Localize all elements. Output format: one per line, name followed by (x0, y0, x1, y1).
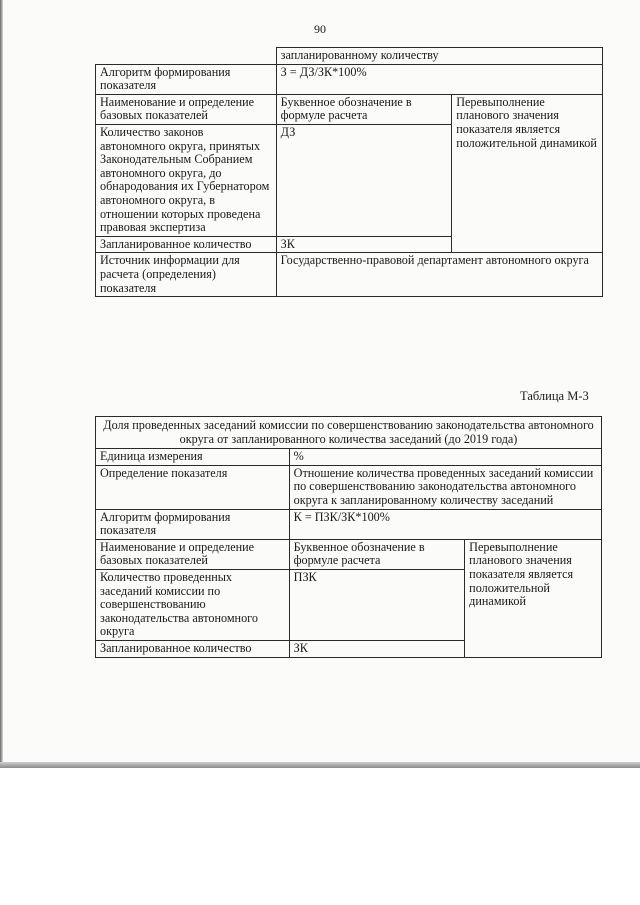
table-row (96, 94, 603, 124)
unit-label: Единица измерения (96, 449, 290, 466)
base-indicator-name: Запланированное количество (96, 236, 277, 253)
table-row (96, 449, 602, 466)
scan-left-edge (0, 0, 3, 768)
algorithm-formula: К = ПЗК/ЗК*100% (289, 509, 601, 539)
base-indicator-symbol: ДЗ (276, 124, 452, 236)
source-label: Источник информации для расчета (определения) показателя (96, 253, 277, 297)
table-row (96, 539, 602, 569)
dynamics-note: Перевыполнение планового значения показателя является положительной динамикой (465, 539, 602, 657)
symbol-header: Буквенное обозначение в формуле расчета (276, 94, 452, 124)
indicator-title: Доля проведенных заседаний комиссии по совершенствованию законодательства автономного округа от запланированного количества заседаний (до 2019 года) (96, 417, 602, 449)
base-indicators-header: Наименование и определение базовых показателей (96, 539, 290, 569)
continuation-cell: запланированному количеству (276, 48, 602, 65)
base-indicator-symbol: ЗК (276, 236, 452, 253)
table-row (96, 253, 603, 297)
table-row (96, 48, 603, 65)
base-indicator-name: Запланированное количество (96, 640, 290, 657)
source-value: Государственно-правовой департамент автономного округа (276, 253, 602, 297)
table-row (96, 465, 602, 509)
base-indicator-name: Количество проведенных заседаний комиссии по совершенствованию законодательства автономного округа (96, 569, 290, 640)
algorithm-label: Алгоритм формирования показателя (96, 64, 277, 94)
table-row (96, 64, 603, 94)
empty-cell (96, 48, 277, 65)
symbol-header: Буквенное обозначение в формуле расчета (289, 539, 465, 569)
scan-bottom-edge (0, 762, 640, 768)
definition-value: Отношение количества проведенных заседаний комиссии по совершенствованию законодательства автономного округа к запланированному количеству заседаний (289, 465, 601, 509)
dynamics-note: Перевыполнение планового значения показателя является положительной динамикой (452, 94, 603, 253)
base-indicator-symbol: ЗК (289, 640, 465, 657)
base-indicators-header: Наименование и определение базовых показателей (96, 94, 277, 124)
indicator-table-m2 (95, 47, 603, 297)
table-caption: Таблица М-3 (520, 389, 589, 403)
indicator-table-m3 (95, 416, 602, 658)
table-row (96, 509, 602, 539)
algorithm-label: Алгоритм формирования показателя (96, 509, 290, 539)
page-number: 90 (314, 22, 326, 36)
algorithm-formula: З = ДЗ/ЗК*100% (276, 64, 602, 94)
definition-label: Определение показателя (96, 465, 290, 509)
table-row (96, 417, 602, 449)
base-indicator-symbol: ПЗК (289, 569, 465, 640)
unit-value: % (289, 449, 601, 466)
base-indicator-name: Количество законов автономного округа, принятых Законодательным Собранием автономного округа, до обнародования их Губернатором автономного округа, в отношении которых проведена правовая экспертиза (96, 124, 277, 236)
